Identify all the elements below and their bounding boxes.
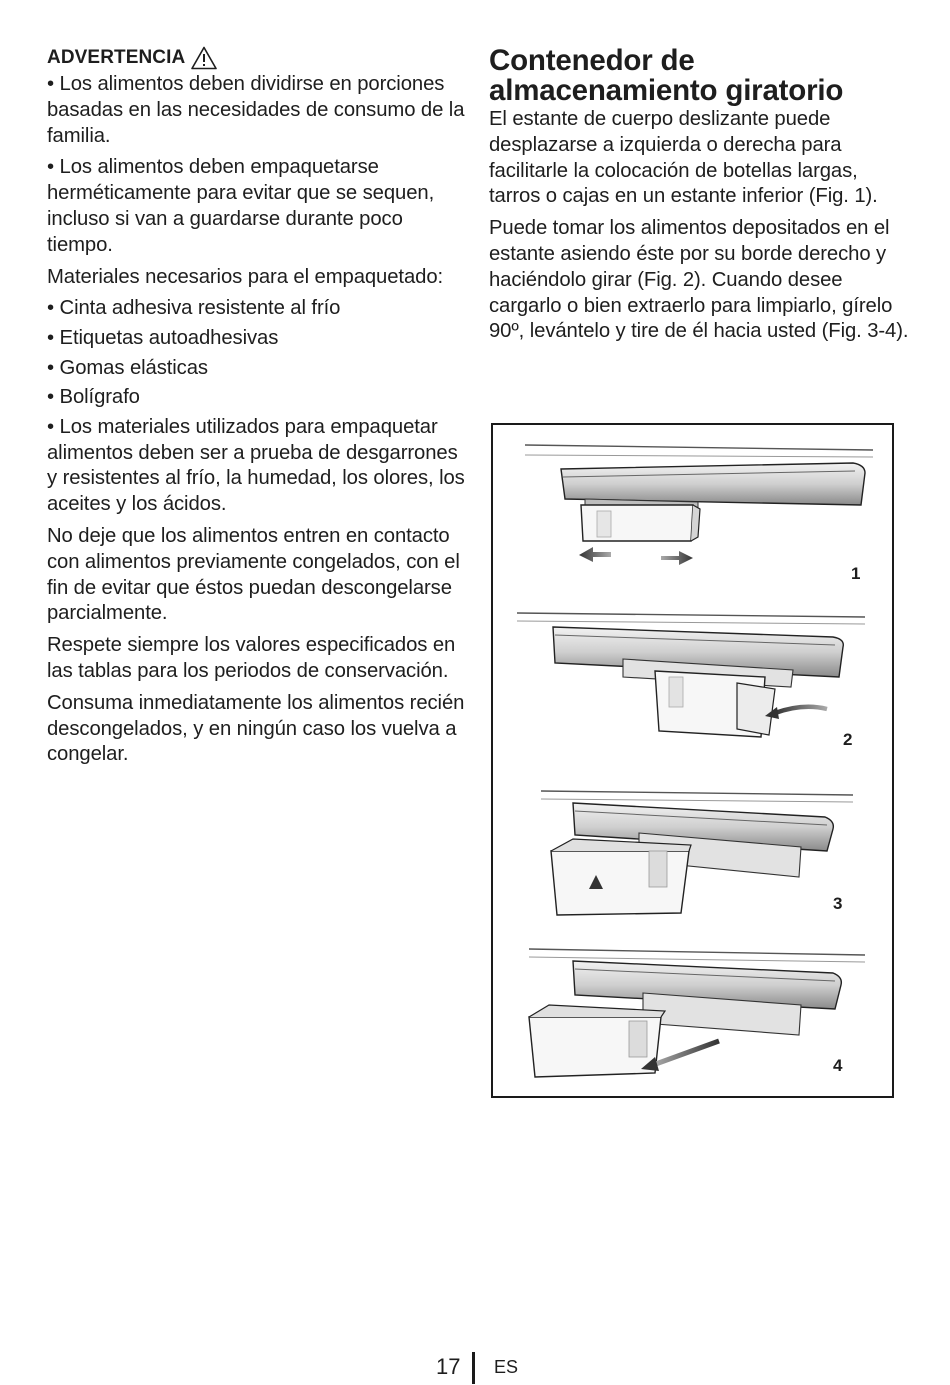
warning-heading (47, 44, 467, 72)
figure-4 (529, 949, 865, 1077)
page-footer (0, 1352, 950, 1384)
figure-1 (525, 445, 873, 565)
warning-triangle-icon (191, 46, 217, 70)
bullet-item: • Cinta adhesiva resistente al frío (47, 297, 341, 320)
language-code: ES (494, 1357, 519, 1377)
paragraph: • Los materiales utilizados para empaquetar alimentos deben ser a prueba de desgarrones y resistentes al frío, la humedad, los olores, los aceites y los ácidos. (47, 415, 465, 516)
paragraph: Puede tomar los alimentos depositados en el estante asiendo éste por su borde derecho y haciéndolo girar (Fig. 2). Cuando desee cargarlo o bien extraerlo para limpiarlo, gírelo 90º, levántelo y tire de él hacia usted (Fig. 3-4). (489, 217, 909, 343)
bullet-item: • Etiquetas autoadhesivas (47, 326, 279, 349)
paragraph: • Los alimentos deben empaquetarse herméticamente para evitar que se sequen, incluso si van a guardarse durante poco tiempo. (47, 156, 435, 256)
warning-title: ADVERTENCIA (47, 47, 186, 68)
figure-label-1: 1 (851, 564, 861, 583)
section-heading: Contenedor de almacenamiento giratorio (489, 44, 844, 107)
bullet-item: • Gomas elásticas (47, 356, 208, 379)
paragraph: No deje que los alimentos entren en contacto con alimentos previamente congelados, con el fin de evitar que éstos puedan descongelarse parcialmente. (47, 524, 460, 625)
figure-label-4: 4 (833, 1056, 843, 1075)
figure-3 (541, 791, 853, 930)
shelf-illustration-figure (491, 423, 894, 1098)
right-column (489, 46, 909, 351)
paragraph: Consuma inmediatamente los alimentos recién descongelados, y en ningún caso los vuelva a congelar. (47, 691, 465, 766)
paragraph: Respete siempre los valores especificados en las tablas para los periodos de conservación. (47, 634, 456, 682)
paragraph: El estante de cuerpo deslizante puede desplazarse a izquierda o derecha para facilitarle la colocación de botellas largas, tarros o cajas en un estante inferior (Fig. 1). (489, 108, 878, 208)
shelf-illustration (493, 425, 892, 1096)
paragraph: • Los alimentos deben dividirse en porciones basadas en las necesidades de consumo de la familia. (47, 73, 465, 147)
bullet-item: • Bolígrafo (47, 386, 140, 409)
paragraph: Materiales necesarios para el empaquetado: (47, 265, 444, 288)
figure-2 (517, 613, 865, 737)
figure-label-2: 2 (843, 730, 853, 749)
footer-separator (472, 1352, 475, 1384)
left-column (47, 44, 467, 774)
page-number: 17 (436, 1354, 461, 1379)
figure-label-3: 3 (833, 894, 843, 913)
